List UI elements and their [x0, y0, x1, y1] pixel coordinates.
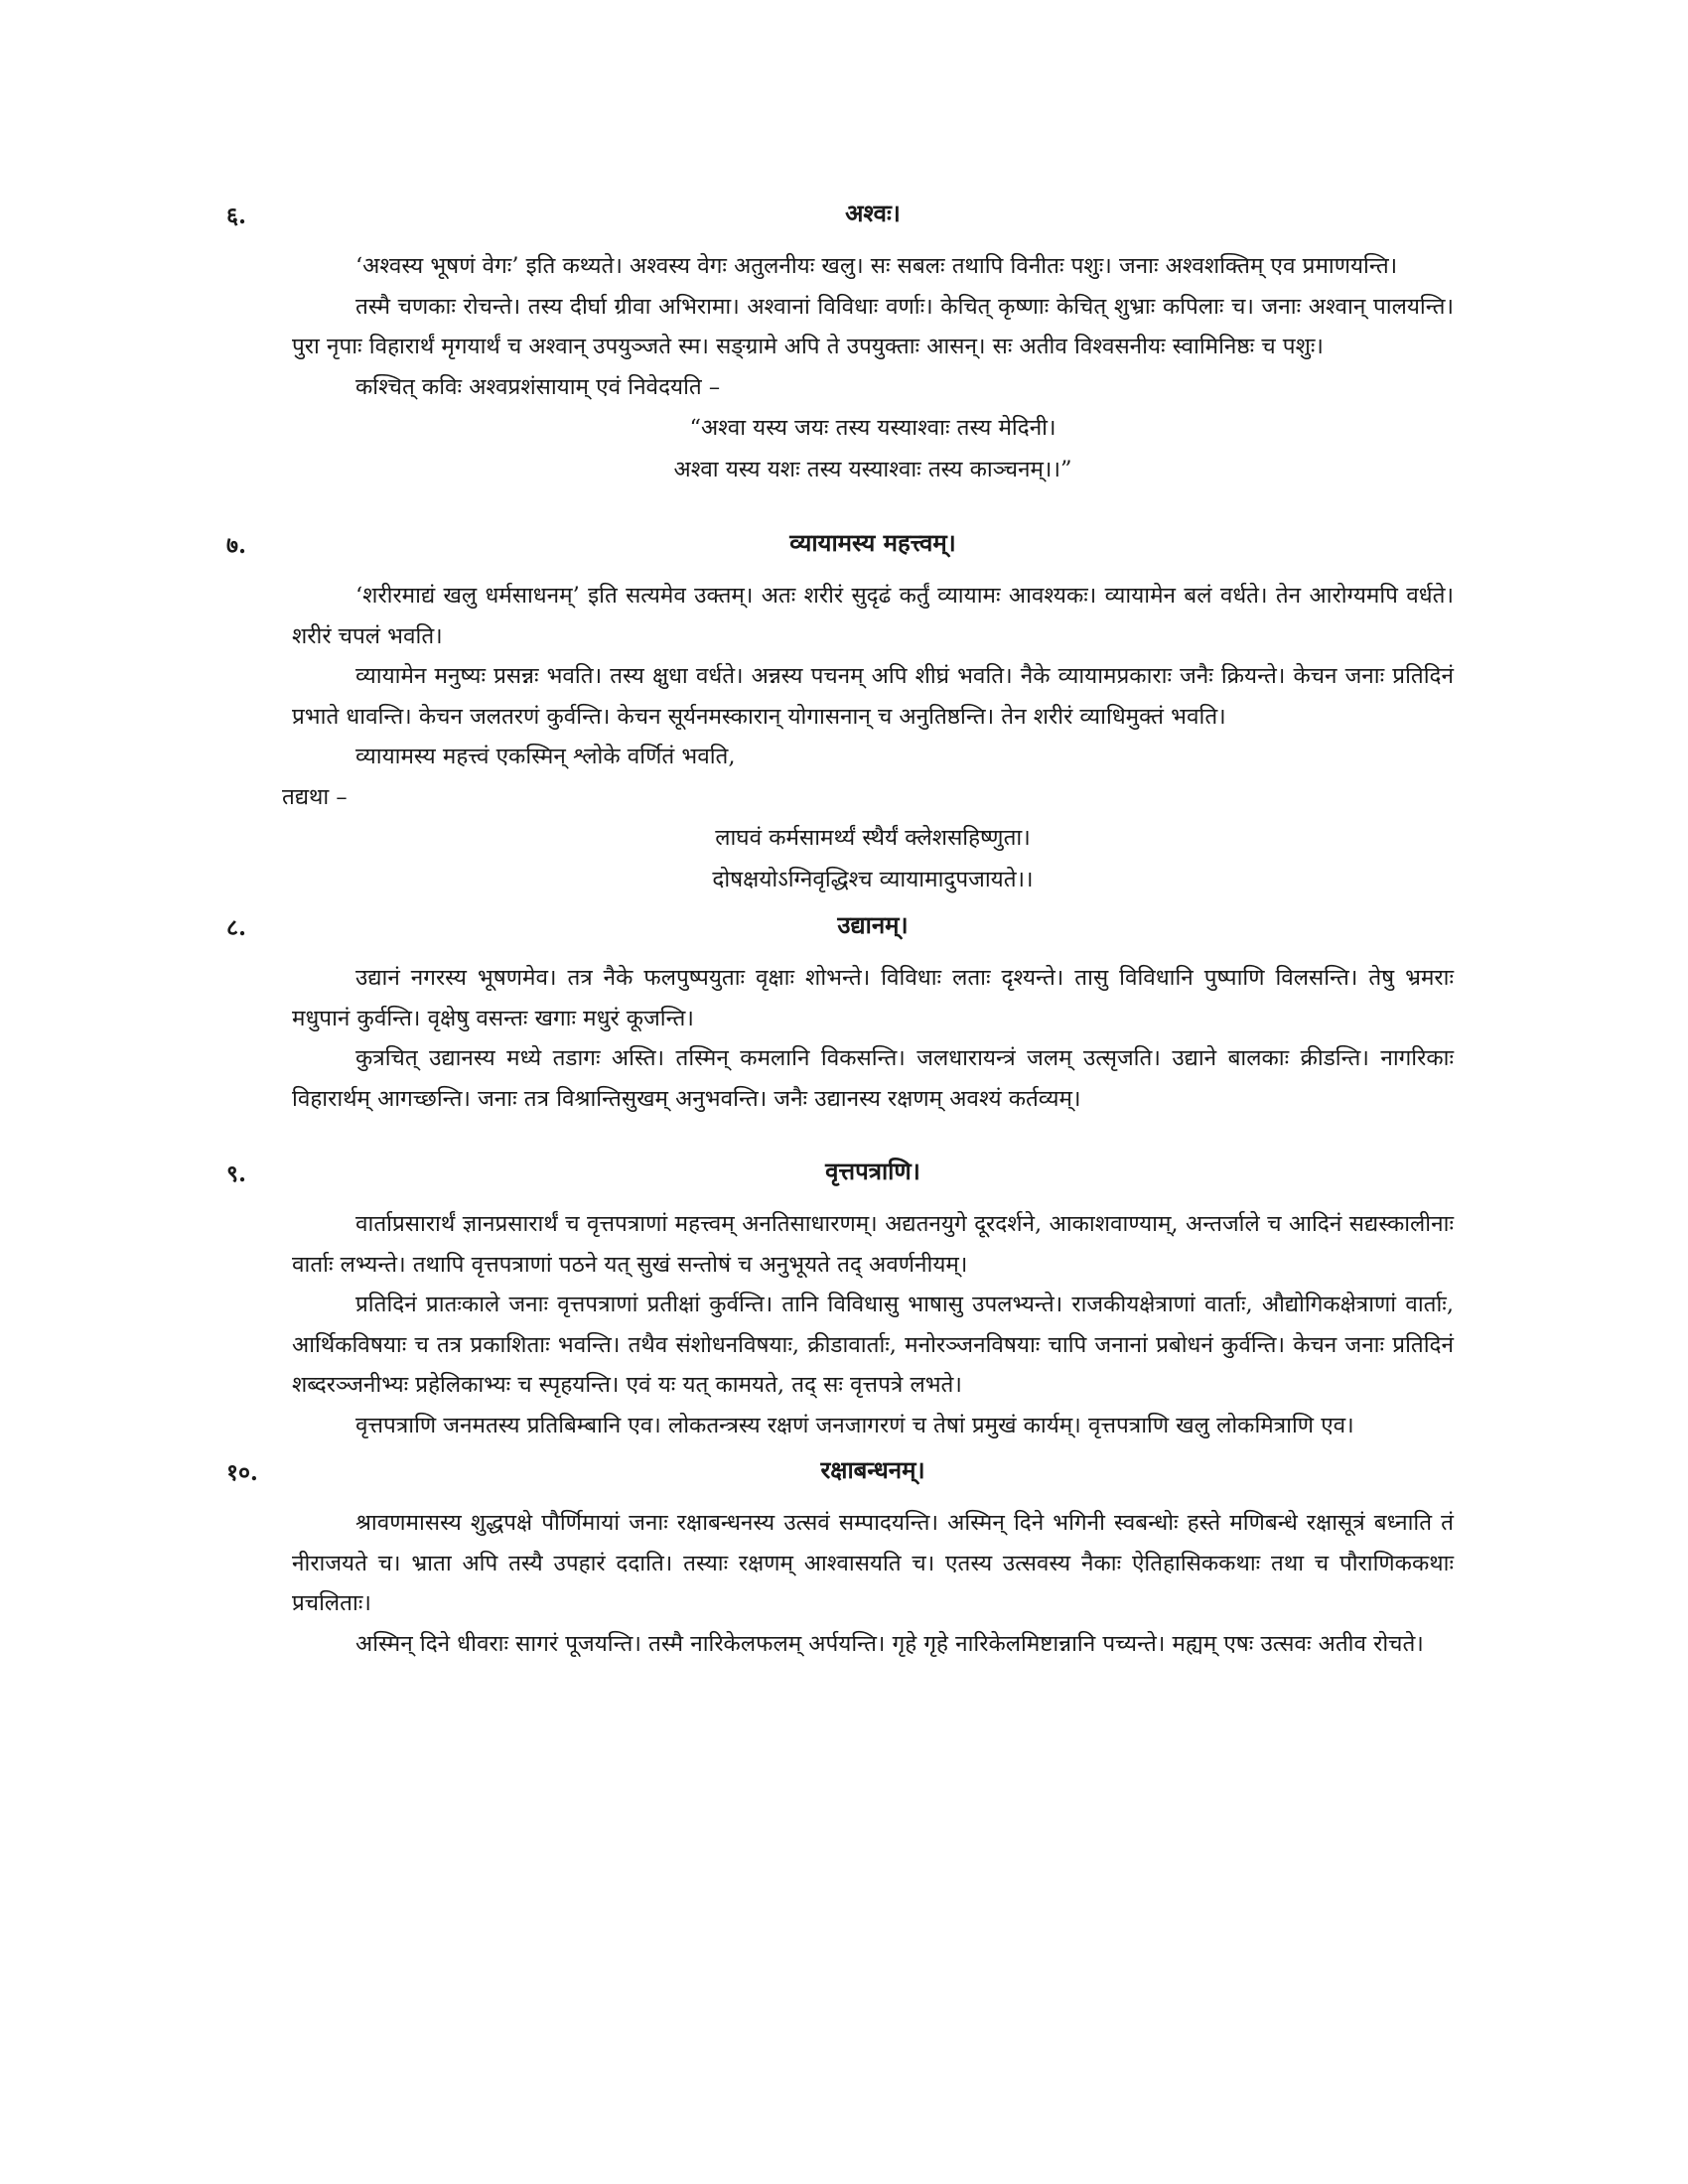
verse-intro: व्यायामस्य महत्त्वं एकस्मिन् श्लोके वर्णितं भवति,	[355, 744, 736, 769]
section-title: उद्यानम्।	[837, 910, 909, 939]
paragraph: ‘शरीरमाद्यं खलु धर्मसाधनम्’ इति सत्यमेव उक्तम्। अतः शरीरं सुदृढं कर्तुं व्यायामः आवश्यकः। व्यायामेन बलं वर्धते। तेन आरोग्यमपि वर्धते। शरीरं चपलं भवति।	[292, 583, 1454, 649]
verse-line: दोषक्षयोऽग्निवृद्धिश्च व्यायामादुपजायते।।	[712, 867, 1034, 892]
verse-intro-tadyatha: तद्यथा –	[282, 783, 348, 810]
verse-line: लाघवं कर्मसामर्थ्यं स्थैर्यं क्लेशसहिष्णुता।	[715, 825, 1031, 851]
section-title: अश्वः।	[845, 199, 901, 227]
paragraph: तस्मै चणकाः रोचन्ते। तस्य दीर्घा ग्रीवा अभिरामा। अश्वानां विविधाः वर्णाः। केचित् कृष्णाः केचित् शुभ्राः कपिलाः च। जनाः अश्वान् पालयन्ति। पुरा नृपाः विहारार्थं मृगयार्थं च अश्वान् उपयुञ्जते स्म। सङ्ग्रामे अपि ते उपयुक्ताः आसन्। सः अतीव विश्वसनीयः स्वामिनिष्ठः च पशुः।	[292, 293, 1454, 359]
section-heading	[226, 518, 1454, 576]
section-title: व्यायामस्य महत्त्वम्।	[789, 528, 956, 557]
paragraph: श्रावणमासस्य शुद्धपक्षे पौर्णिमायां जनाः रक्षाबन्धनस्य उत्सवं सम्पादयन्ति। अस्मिन् दिने भगिनी स्वबन्धोः हस्ते मणिबन्धे रक्षासूत्रं बध्नाति तं नीराजयते च। भ्राता अपि तस्यै उपहारं ददाति। तस्याः रक्षणम् आश्वासयति च। एतस्य उत्सवस्य नैकाः ऐतिहासिककथाः तथा च पौराणिककथाः प्रचलिताः।	[292, 1510, 1454, 1616]
section-ashva	[226, 189, 1454, 490]
section-title: रक्षाबन्धनम्।	[820, 1455, 925, 1484]
section-udyana	[226, 900, 1454, 1119]
section-rakshabandhana	[226, 1445, 1454, 1664]
section-number: १०.	[226, 1459, 258, 1486]
section-vyayama	[226, 518, 1454, 900]
section-gap	[292, 1119, 1454, 1147]
section-gap	[292, 490, 1454, 518]
verse-line: “अश्वा यस्य जयः तस्य यस्याश्वाः तस्य मेदिनी।	[689, 415, 1056, 441]
paragraph: उद्यानं नगरस्य भूषणमेव। तत्र नैके फलपुष्पयुताः वृक्षाः शोभन्ते। विविधाः लताः दृश्यन्ते। तासु विविधानि पुष्पाणि विलसन्ति। तेषु भ्रमराः मधुपानं कुर्वन्ति। वृक्षेषु वसन्तः खगाः मधुरं कूजन्ति।	[292, 965, 1454, 1031]
paragraph: व्यायामेन मनुष्यः प्रसन्नः भवति। तस्य क्षुधा वर्धते। अन्नस्य पचनम् अपि शीघ्रं भवति। नैके व्यायामप्रकाराः जनैः क्रियन्ते। केचन जनाः प्रतिदिनं प्रभाते धावन्ति। केचन जलतरणं कुर्वन्ति। केचन सूर्यनमस्कारान् योगासनान् च अनुतिष्ठन्ति। तेन शरीरं व्याधिमुक्तं भवति।	[292, 663, 1454, 730]
paragraph: अस्मिन् दिने धीवराः सागरं पूजयन्ति। तस्मै नारिकेलफलम् अर्पयन्ति। गृहे गृहे नारिकेलमिष्टान्नानि पच्यन्ते। मह्यम् एषः उत्सवः अतीव रोचते।	[355, 1630, 1424, 1657]
paragraph: वृत्तपत्राणि जनमतस्य प्रतिबिम्बानि एव। लोकतन्त्रस्य रक्षणं जनजागरणं च तेषां प्रमुखं कार्यम्। वृत्तपत्राणि खलु लोकमित्राणि एव।	[355, 1412, 1354, 1438]
paragraph: ‘अश्वस्य भूषणं वेगः’ इति कथ्यते। अश्वस्य वेगः अतुलनीयः खलु। सः सबलः तथापि विनीतः पशुः। जनाः अश्वशक्तिम् एव प्रमाणयन्ति।	[355, 253, 1398, 279]
verse-line: अश्वा यस्य यशः तस्य यस्याश्वाः तस्य काञ्चनम्।।”	[673, 457, 1072, 482]
paragraph: वार्ताप्रसारार्थं ज्ञानप्रसारार्थं च वृत्तपत्राणां महत्त्वम् अनतिसाधारणम्। अद्यतनयुगे दूरदर्शने, आकाशवाण्याम्, अन्तर्जाले च आदिनं सद्यस्कालीनाः वार्ताः लभ्यन्ते। तथापि वृत्तपत्राणां पठने यत् सुखं सन्तोषं च अनुभूयते तद् अवर्णनीयम्।	[292, 1211, 1454, 1278]
section-number: ७.	[226, 532, 246, 559]
section-number: ६.	[226, 203, 246, 229]
paragraph: प्रतिदिनं प्रातःकाले जनाः वृत्तपत्राणां प्रतीक्षां कुर्वन्ति। तानि विविधासु भाषासु उपलभ्यन्ते। राजकीयक्षेत्राणां वार्ताः, औद्योगिकक्षेत्राणां वार्ताः, आर्थिकविषयाः च तत्र प्रकाशिताः भवन्ति। तथैव संशोधनविषयाः, क्रीडावार्ताः, मनोरञ्जनविषयाः चापि जनानां प्रबोधनं कुर्वन्ति। केचन जनाः प्रतिदिनं शब्दरञ्जनीभ्यः प्रहेलिकाभ्यः च स्पृहयन्ति। एवं यः यत् कामयते, तद् सः वृत्तपत्रे लभते।	[292, 1292, 1454, 1398]
section-heading	[226, 1445, 1454, 1503]
section-number: ८.	[226, 914, 246, 941]
paragraph: कुत्रचित् उद्यानस्य मध्ये तडागः अस्ति। तस्मिन् कमलानि विकसन्ति। जलधारायन्त्रं जलम् उत्सृजति। उद्याने बालकाः क्रीडन्ति। नागरिकाः विहारार्थम् आगच्छन्ति। जनाः तत्र विश्रान्तिसुखम् अनुभवन्ति। जनैः उद्यानस्य रक्षणम् अवश्यं कर्तव्यम्।	[292, 1045, 1454, 1112]
section-vrittapatrani	[226, 1147, 1454, 1445]
section-heading	[226, 900, 1454, 958]
section-title: वृत्तपत्राणि।	[825, 1157, 920, 1185]
section-number: ९.	[226, 1160, 246, 1187]
verse-intro: कश्चित् कविः अश्वप्रशंसायाम् एवं निवेदयति –	[355, 373, 721, 400]
section-heading	[226, 189, 1454, 246]
section-heading	[226, 1147, 1454, 1204]
